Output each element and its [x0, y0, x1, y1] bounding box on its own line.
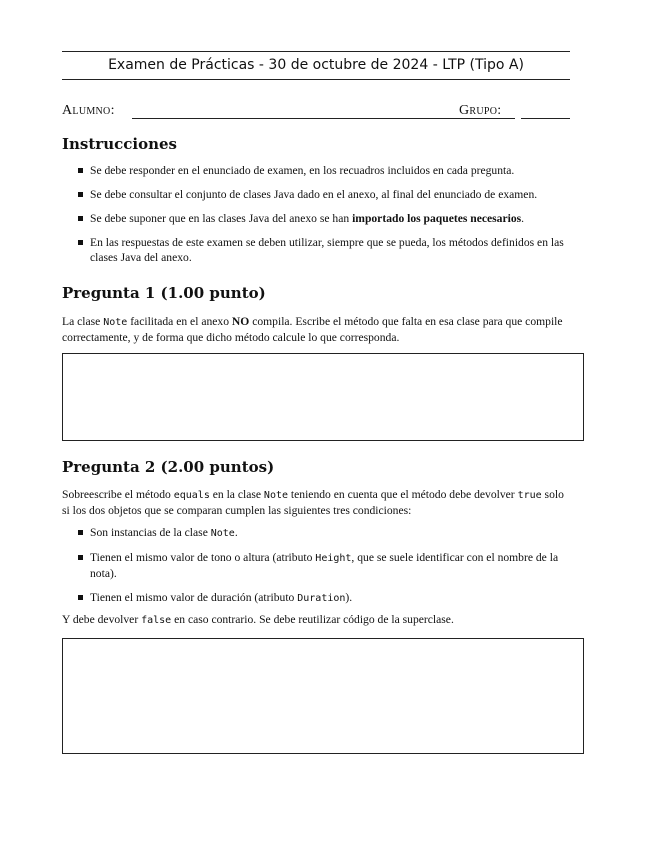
list-item: Se debe consultar el conjunto de clases Java dado en el anexo, al final del enunciado de examen.	[90, 187, 572, 202]
question-2-return-note: Y debe devolver false en caso contrario. Se debe reutilizar código de la superclase.	[62, 613, 454, 626]
name-label: Alumno:	[62, 103, 115, 118]
group-blank-field[interactable]	[521, 104, 570, 119]
bullet-icon	[78, 216, 83, 221]
exam-header-title: Examen de Prácticas - 30 de octubre de 2024 - LTP (Tipo A)	[108, 57, 524, 73]
bullet-icon	[78, 530, 83, 535]
name-blank-field[interactable]	[132, 104, 515, 119]
bullet-icon	[78, 595, 83, 600]
header-bottom-rule	[62, 79, 570, 80]
list-item: Tienen el mismo valor de tono o altura (atributo Height, que se suele identificar con el nombre de la nota).	[90, 550, 572, 581]
list-item: Se debe suponer que en las clases Java del anexo se han importado los paquetes necesarios.	[90, 211, 572, 226]
question-2-answer-box[interactable]	[62, 638, 584, 754]
question-1-text: La clase Note facilitada en el anexo NO compila. Escribe el método que falta en esa clase para que compile correctamente, y de forma que dicho método calcule lo que corresponda.	[62, 315, 563, 344]
header-top-rule	[62, 51, 570, 52]
question-2-conditions	[90, 525, 572, 606]
instructions-list	[90, 163, 572, 265]
bullet-icon	[78, 555, 83, 560]
question-1-title: Pregunta 1 (1.00 punto)	[62, 284, 266, 302]
bullet-icon	[78, 168, 83, 173]
student-info-row	[62, 103, 570, 121]
list-item: Tienen el mismo valor de duración (atributo Duration).	[90, 590, 572, 606]
question-1-answer-box[interactable]	[62, 353, 584, 441]
list-item: Se debe responder en el enunciado de examen, en los recuadros incluidos en cada pregunta.	[90, 163, 572, 178]
question-2-title: Pregunta 2 (2.00 puntos)	[62, 458, 275, 476]
group-label: Grupo:	[459, 103, 502, 118]
bullet-icon	[78, 192, 83, 197]
bullet-icon	[78, 240, 83, 245]
list-item: En las respuestas de este examen se deben utilizar, siempre que se pueda, los métodos definidos en las clases Java del anexo.	[90, 235, 572, 265]
list-item: Son instancias de la clase Note.	[90, 525, 572, 541]
question-2-text: Sobreescribe el método equals en la clase Note teniendo en cuenta que el método debe devolver true solo si los dos objetos que se comparan cumplen las siguientes tres condiciones:	[62, 488, 564, 517]
instructions-title: Instrucciones	[62, 135, 177, 153]
